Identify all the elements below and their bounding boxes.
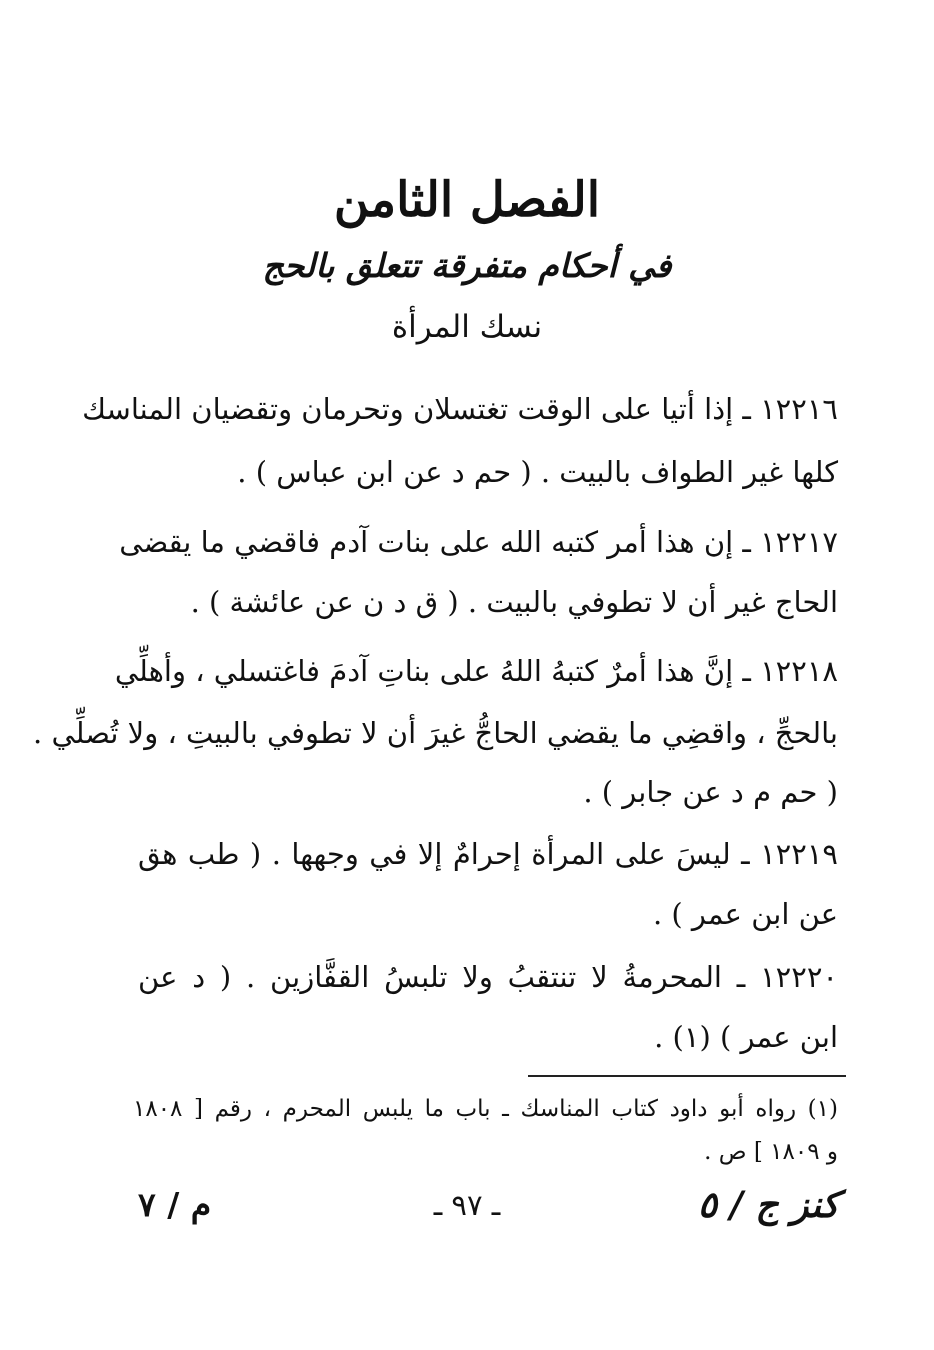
hadith-12217-line-2: الحاج غير أن لا تطوفي بالبيت . ( ق د ن عن عائشة ) .	[190, 585, 838, 619]
footnote-divider	[528, 1075, 846, 1077]
hadith-12220-line-1: ١٢٢٢٠ ـ المحرمةُ لا تنتقبُ ولا تلبسُ القفَّازين . ( د عن	[138, 960, 838, 994]
footnote-line-1: (١) رواه أبو داود كتاب المناسك ـ باب ما يلبس المحرم ، رقم [ ١٨٠٨	[133, 1096, 838, 1122]
footer-book-mark: كنز ج / ٥	[697, 1184, 839, 1226]
hadith-12217-line-1: ١٢٢١٧ ـ إن هذا أمر كتبه الله على بنات آدم فاقضي ما يقضى	[119, 525, 838, 559]
chapter-subtitle: في أحكام متفرقة تتعلق بالحج	[262, 246, 672, 285]
hadith-12216-line-2: كلها غير الطواف بالبيت . ( حم د عن ابن عباس ) .	[237, 455, 838, 489]
hadith-12218-line-2: بالحجِّ ، واقضِي ما يقضي الحاجُّ غيرَ أن لا تطوفي بالبيتِ ، ولا تُصلِّي .	[33, 716, 838, 750]
footnote-line-2: و ١٨٠٩ ] ص .	[704, 1139, 838, 1165]
hadith-12218-line-1: ١٢٢١٨ ـ إنَّ هذا أمرٌ كتبهُ اللهُ على بناتِ آدمَ فاغتسلي ، وأهلِّي	[114, 654, 838, 688]
hadith-12216-line-1: ١٢٢١٦ ـ إذا أتيا على الوقت تغتسلان وتحرمان وتقضيان المناسك	[82, 392, 838, 426]
section-heading: نسك المرأة	[391, 309, 543, 345]
hadith-12220-line-2: ابن عمر ) (١) .	[654, 1020, 838, 1054]
chapter-title: الفصل الثامن	[333, 172, 601, 228]
hadith-12219-line-1: ١٢٢١٩ ـ ليسَ على المرأة إحرامٌ إلا في وجهها . ( طب هق	[138, 837, 838, 871]
page-number: ـ ٩٧ ـ	[433, 1188, 501, 1222]
hadith-12218-line-3: ( حم م د عن جابر ) .	[583, 775, 838, 809]
hadith-12219-line-2: عن ابن عمر ) .	[652, 897, 838, 931]
footer-volume-mark: م / ٧	[138, 1185, 212, 1224]
